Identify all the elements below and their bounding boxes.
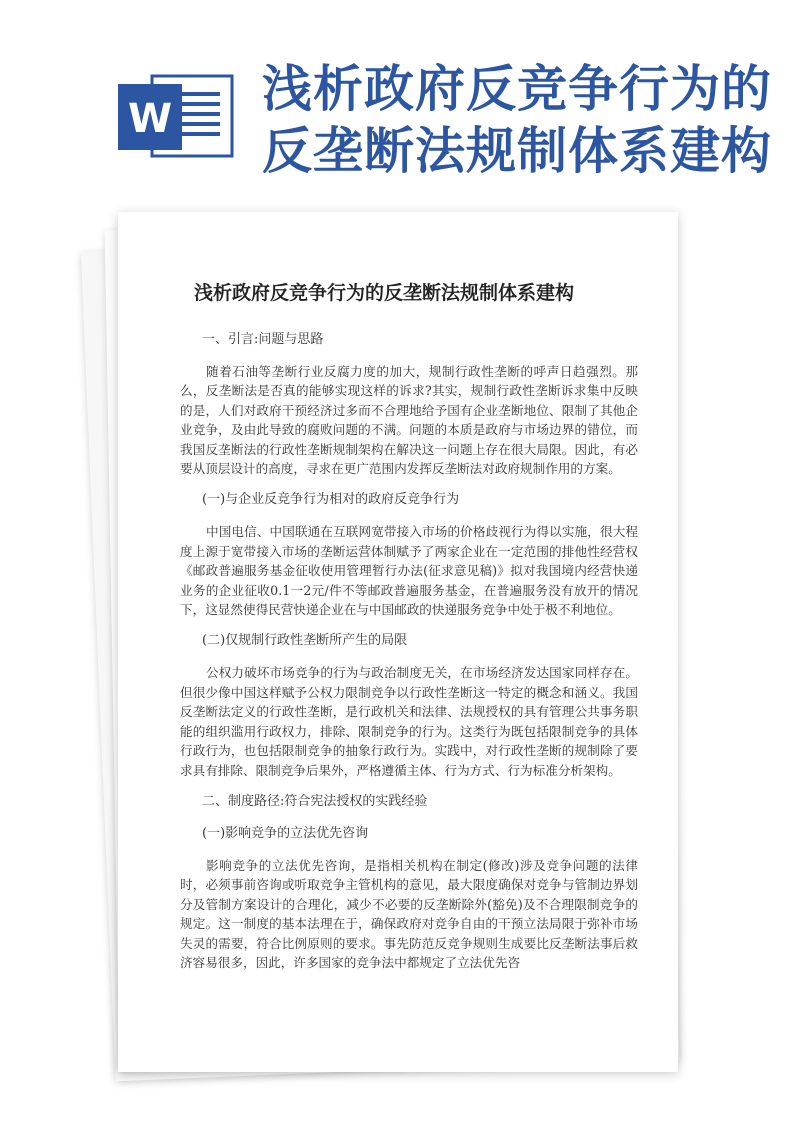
word-document-icon — [118, 70, 238, 162]
header-banner — [0, 0, 800, 200]
paragraph: 中国电信、中国联通在互联网宽带接入市场的价格歧视行为得以实施，很大程度上源于宽带接入市场的垄断运营体制赋予了两家企业在一定范围的排他性经营权《邮政普遍服务基金征收使用管理暂行办法(征求意见稿)》拟对我国境内经营快递业务的企业征收0.1一2元/件不等邮政普遍服务基金，在普遍服务没有放开的情况下，这显然使得民营快递企业在与中国邮政的快递服务竞争中处于极不利地位。 — [180, 524, 638, 618]
document-page — [118, 212, 678, 1072]
section-heading: (一)与企业反竞争行为相对的政府反竞争行为 — [202, 492, 460, 508]
banner-title: 浅析政府反竞争行为的反垄断法规制体系建构 — [262, 60, 772, 180]
document-title: 浅析政府反竞争行为的反垄断法规制体系建构 — [194, 282, 575, 304]
section-heading: (一)影响竞争的立法优先咨询 — [202, 825, 369, 841]
word-icon-letter: W — [127, 96, 173, 142]
section-heading: 一、引言:问题与思路 — [202, 332, 324, 347]
paragraph: 公权力破坏市场竞争的行为与政治制度无关，在市场经济发达国家同样存在。但很少像中国这样赋予公权力限制竞争以行政性垄断这一特定的概念和涵义。我国反垄断法定义的行政性垄断，是行政机关和法律、法规授权的具有管理公共事务职能的组织滥用行政权力，排除、限制竞争的行为。这类行为既包括限制竞争的具体行政行为，也包括限制竞争的抽象行政行为。实践中，对行政性垄断的规制除了要求具有排除、限制竞争后果外，严格遵循主体、行为方式、行为标准分析架构。 — [180, 665, 638, 778]
section-heading: (二)仅规制行政性垄断所产生的局限 — [202, 633, 408, 649]
paragraph: 影响竞争的立法优先咨询，是指相关机构在制定(修改)涉及竞争问题的法律时，必须事前咨询或听取竞争主管机构的意见，最大限度确保对竞争与管制边界划分及管制方案设计的合理化，减少不必要的反垄断除外(豁免)及不合理限制竞争的规定。这一制度的基本法理在于，确保政府对竞争自由的干预立法局限于弥补市场失灵的需要，符合比例原则的要求。事先防范反竞争规则生成要比反垄断法事后救济容易很多，因此，许多国家的竞争法中都规定了立法优先咨 — [180, 857, 638, 970]
document-body — [180, 330, 638, 984]
paragraph: 随着石油等垄断行业反腐力度的加大，规制行政性垄断的呼声日趋强烈。那么，反垄断法是否真的能够实现这样的诉求?其实，规制行政性垄断诉求集中反映的是，人们对政府干预经济过多而不合理地给予国有企业垄断地位、限制了其他企业竞争，及由此导致的腐败问题的不满。问题的本质是政府与市场边界的错位，而我国反垄断法的行政性垄断规制架构在解决这一问题上存在很大局限。因此，有必要从顶层设计的高度，寻求在更广范围内发挥反垄断法对政府规制作用的方案。 — [180, 364, 638, 477]
section-heading: 二、制度路径:符合宪法授权的实践经验 — [202, 793, 428, 809]
